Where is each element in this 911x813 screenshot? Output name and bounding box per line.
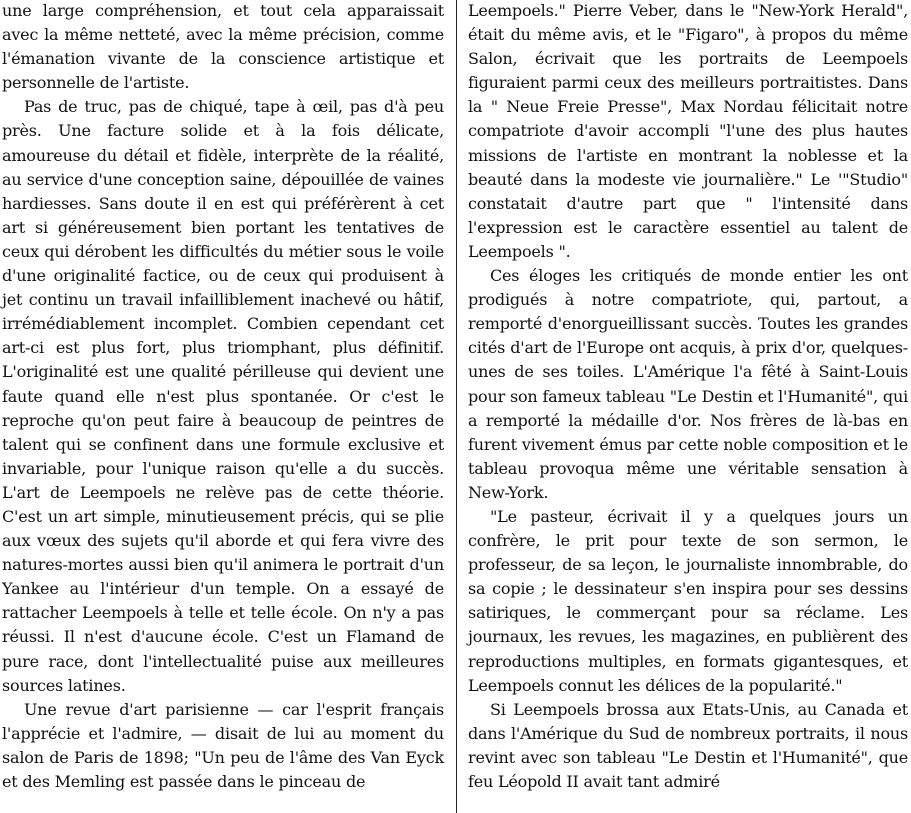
- right-paragraph-4: Si Leempoels brossa aux Etats-Unis, au Canada et dans l'Amérique du Sud de nombreux portraits, il nous revint avec son tableau "Le Destin et l'Humanité", que feu Léopold II avait tant admiré: [468, 699, 908, 791]
- left-paragraph-2: Pas de truc, pas de chiqué, tape à œil, pas d'à peu près. Une facture solide et à la fois délicate, amoureuse du détail et fidèle, interprète de la réalité, au service d'une conception saine, dépouillée de vaines hardiesses. Sans doute il en est qui préférèrent à cet art si généreusement bien portant les tentatives de ceux qui dérobent les difficultés du métier sous le voile d'une originalité factice, ou de ceux qui produisent à jet continu un travail infailliblement inachevé ou hâtif, irrémédiablement incomplet. Combien cependant cet art-ci est plus fort, plus triomphant, plus définitif. L'originalité est une qualité périlleuse qui devient une faute quand elle n'est plus spontanée. Or c'est le reproche qu'on peut faire à beaucoup de peintres de talent qui se confinent dans une formule exclusive et invariable, pour l'unique raison qu'elle a du succès. L'art de Leempoels ne relève pas de cette théorie. C'est un art simple, minutieusement précis, qui se plie aux vœux des sujets qu'il aborde et qui fera vivre des natures-mortes aussi bien qu'il animera le portrait d'un Yankee au l'intérieur d'un temple. On a essayé de rattacher Leempoels à telle et telle école. On n'y a pas réussi. Il n'est d'aucune école. C'est un Flamand de pure race, dont l'intellectualité puise aux meilleures sources latines.: [2, 97, 444, 695]
- right-paragraph-2: Ces éloges les critiqués de monde entier les ont prodigués à notre compatriote, qui, partout, a remporté d'enorgueillissant succès. Toutes les grandes cités d'art de l'Europe ont acquis, à prix d'or, quelques-unes de ses toiles. L'Amérique l'a fêté à Saint-Louis pour son fameux tableau "Le Destin et l'Humanité", qui a remporté la médaille d'or. Nos frères de là-bas en furent vivement émus par cette noble composition et le tableau provoqua même une véritable sensation à New-York.: [468, 266, 908, 502]
- left-paragraph-1: une large compréhension, et tout cela apparaissait avec la même netteté, avec la même précision, comme l'émanation vivante de la conscience artistique et personnelle de l'artiste.: [2, 1, 444, 93]
- left-paragraph-3: Une revue d'art parisienne — car l'esprit français l'apprécie et l'admire, — disait de lui au moment du salon de Paris de 1898; "Un peu de l'âme des Van Eyck et des Memling est passée dans le pinceau de: [2, 699, 444, 791]
- right-paragraph-1: Leempoels." Pierre Veber, dans le "New-York Herald", était du même avis, et le "Figaro", à propos du même Salon, écrivait que les portraits de Leempoels figuraient parmi ceux des meilleurs portraitistes. Dans la " Neue Freie Presse", Max Nordau félicitait notre compatriote d'avoir accompli "l'une des plus hautes missions de l'artiste en montrant la noblesse et la beauté dans la modeste vie journalière." Le '"Studio" constatait d'autre part que " l'intensité dans l'expression est le caractère essentiel au talent de Leempoels ".: [468, 1, 908, 261]
- right-column: [468, 0, 908, 794]
- column-divider: [456, 0, 457, 813]
- right-paragraph-3: "Le pasteur, écrivait il y a quelques jours un confrère, le prit pour texte de son sermon, le professeur, de sa leçon, le journaliste innombrable, do sa copie ; le dessinateur s'en inspira pour ses dessins satiriques, le commerçant pour sa réclame. Les journaux, les revues, les magazines, en publièrent des reproductions multiples, en formats gigantesques, et Leempoels connut les délices de la popularité.": [468, 506, 908, 695]
- left-column: [2, 0, 444, 794]
